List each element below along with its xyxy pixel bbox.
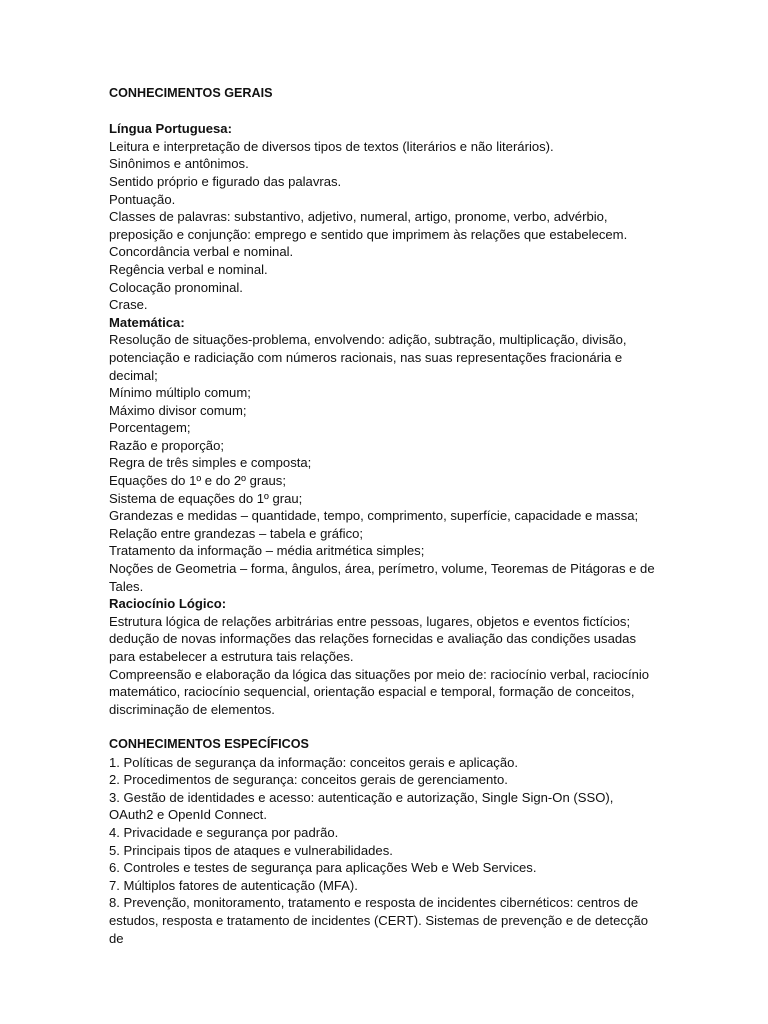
list-item: 8. Prevenção, monitoramento, tratamento e resposta de incidentes cibernéticos: centros de estudos, resposta e tratamento de incidentes (CERT). Sistemas de prevenção e de detecção de (109, 895, 649, 946)
spacer (109, 718, 661, 736)
list-item: Porcentagem; (109, 420, 191, 436)
spacer (109, 103, 661, 121)
list-item: Regra de três simples e composta; (109, 455, 312, 471)
list-item: Classes de palavras: substantivo, adjetivo, numeral, artigo, pronome, verbo, advérbio, preposição e conjunção: emprego e sentido que imprimem às relações que estabelecem. (109, 209, 628, 242)
list-item: Razão e proporção; (109, 437, 225, 453)
list-item: Relação entre grandezas – tabela e gráfico; (109, 525, 364, 541)
list-item: 3. Gestão de identidades e acesso: autenticação e autorização, Single Sign-On (SSO), OAuth2 e OpenId Connect. (109, 789, 614, 823)
list-item: Pontuação. (109, 191, 176, 207)
list-item: Crase. (109, 297, 148, 313)
list-item: Compreensão e elaboração da lógica das situações por meio de: raciocínio verbal, raciocínio matemático, raciocínio sequencial, orientação espacial e temporal, formação de conceitos, discriminação de elementos. (109, 666, 650, 717)
list-item: 2. Procedimentos de segurança: conceitos gerais de gerenciamento. (109, 772, 508, 788)
general-knowledge-title: CONHECIMENTOS GERAIS (109, 86, 273, 100)
list-item: Tratamento da informação – média aritmética simples; (109, 543, 425, 559)
list-item: 6. Controles e testes de segurança para aplicações Web e Web Services. (109, 860, 537, 876)
list-item: 5. Principais tipos de ataques e vulnerabilidades. (109, 842, 393, 858)
list-item: 1. Políticas de segurança da informação: conceitos gerais e aplicação. (109, 754, 519, 770)
document-page (109, 85, 661, 947)
logic-heading: Raciocínio Lógico: (109, 596, 227, 612)
list-item: Concordância verbal e nominal. (109, 244, 294, 260)
list-item: Resolução de situações-problema, envolvendo: adição, subtração, multiplicação, divisão, potenciação e radiciação com números racionais, nas suas representações fracionária e decimal; (109, 332, 627, 383)
list-item: Equações do 1º e do 2º graus; (109, 473, 286, 489)
list-item: Regência verbal e nominal. (109, 261, 268, 277)
list-item: 7. Múltiplos fatores de autenticação (MFA). (109, 877, 358, 893)
list-item: Leitura e interpretação de diversos tipos de textos (literários e não literários). (109, 138, 554, 154)
list-item: Sistema de equações do 1º grau; (109, 490, 303, 506)
list-item: Mínimo múltiplo comum; (109, 385, 251, 401)
list-item: 4. Privacidade e segurança por padrão. (109, 824, 339, 840)
list-item: Noções de Geometria – forma, ângulos, área, perímetro, volume, Teoremas de Pitágoras e de Tales. (109, 561, 655, 594)
math-heading: Matemática: (109, 314, 185, 330)
list-item: Colocação pronominal. (109, 279, 243, 295)
list-item: Grandezas e medidas – quantidade, tempo, comprimento, superfície, capacidade e massa; (109, 508, 639, 524)
specific-knowledge-title: CONHECIMENTOS ESPECÍFICOS (109, 736, 309, 751)
list-item: Máximo divisor comum; (109, 402, 247, 418)
list-item: Sinônimos e antônimos. (109, 156, 249, 172)
list-item: Sentido próprio e figurado das palavras. (109, 173, 342, 189)
portuguese-heading: Língua Portuguesa: (109, 121, 232, 137)
list-item: Estrutura lógica de relações arbitrárias entre pessoas, lugares, objetos e eventos fictícios; dedução de novas informações das relações fornecidas e avaliação das condições usadas para estabelecer a estrutura tais relações. (109, 613, 636, 664)
